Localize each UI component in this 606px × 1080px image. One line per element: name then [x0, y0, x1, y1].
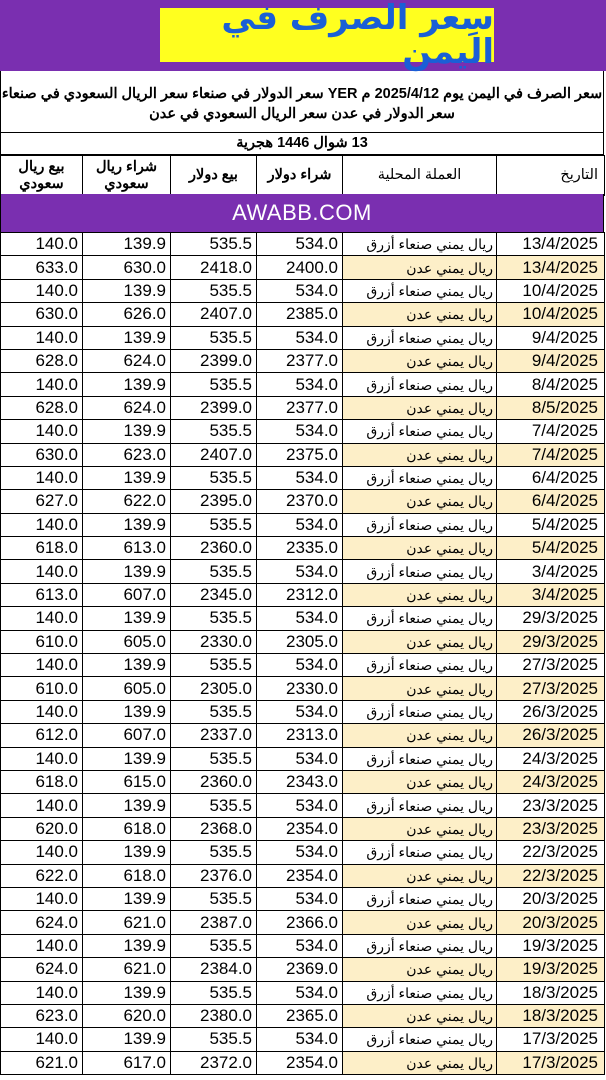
- cell-currency: ريال يمني عدن: [343, 443, 497, 466]
- cell-buy-usd: 534.0: [257, 279, 343, 302]
- table-row: [1, 958, 605, 981]
- cell-sell-sar: 618.0: [1, 770, 83, 793]
- hijri-date: 13 شوال 1446 هجرية: [0, 133, 604, 155]
- cell-sell-usd: 2387.0: [171, 911, 257, 934]
- cell-sell-sar: 633.0: [1, 256, 83, 279]
- cell-buy-usd: 2385.0: [257, 303, 343, 326]
- cell-date: 22/3/2025: [497, 864, 605, 887]
- cell-buy-usd: 534.0: [257, 654, 343, 677]
- cell-sell-usd: 535.5: [171, 747, 257, 770]
- cell-date: 9/4/2025: [497, 349, 605, 372]
- cell-sell-sar: 612.0: [1, 724, 83, 747]
- cell-sell-usd: 2360.0: [171, 770, 257, 793]
- cell-buy-usd: 534.0: [257, 934, 343, 957]
- cell-sell-sar: 628.0: [1, 349, 83, 372]
- table-row: [1, 326, 605, 349]
- cell-sell-usd: 535.5: [171, 607, 257, 630]
- cell-buy-usd: 534.0: [257, 513, 343, 536]
- cell-sell-usd: 535.5: [171, 326, 257, 349]
- cell-sell-sar: 623.0: [1, 1004, 83, 1027]
- cell-sell-usd: 2372.0: [171, 1051, 257, 1074]
- cell-currency: ريال يمني صنعاء أزرق: [343, 607, 497, 630]
- cell-sell-usd: 535.5: [171, 700, 257, 723]
- cell-sell-sar: 140.0: [1, 279, 83, 302]
- cell-buy-sar: 630.0: [83, 256, 171, 279]
- cell-buy-sar: 139.9: [83, 607, 171, 630]
- cell-sell-usd: 535.5: [171, 420, 257, 443]
- cell-sell-sar: 140.0: [1, 700, 83, 723]
- cell-sell-usd: 535.5: [171, 279, 257, 302]
- cell-currency: ريال يمني عدن: [343, 724, 497, 747]
- cell-buy-sar: 139.9: [83, 700, 171, 723]
- table-row: [1, 794, 605, 817]
- table-row: [1, 513, 605, 536]
- column-header-row: [1, 156, 605, 196]
- cell-sell-usd: 535.5: [171, 1028, 257, 1051]
- cell-date: 29/3/2025: [497, 630, 605, 653]
- cell-buy-sar: 607.0: [83, 583, 171, 606]
- cell-sell-sar: 140.0: [1, 373, 83, 396]
- cell-sell-sar: 618.0: [1, 537, 83, 560]
- table-row: [1, 396, 605, 419]
- cell-date: 10/4/2025: [497, 303, 605, 326]
- cell-currency: ريال يمني صنعاء أزرق: [343, 700, 497, 723]
- cell-date: 27/3/2025: [497, 677, 605, 700]
- cell-sell-usd: 2368.0: [171, 817, 257, 840]
- cell-buy-sar: 139.9: [83, 373, 171, 396]
- cell-date: 3/4/2025: [497, 560, 605, 583]
- cell-date: 22/3/2025: [497, 841, 605, 864]
- cell-date: 20/3/2025: [497, 887, 605, 910]
- cell-currency: ريال يمني صنعاء أزرق: [343, 747, 497, 770]
- table-row: [1, 1028, 605, 1051]
- column-header-table: [0, 155, 605, 196]
- cell-buy-sar: 139.9: [83, 466, 171, 489]
- cell-currency: ريال يمني عدن: [343, 677, 497, 700]
- col-buy-usd: شراء دولار: [257, 156, 343, 196]
- rates-body: [1, 233, 605, 1075]
- cell-buy-usd: 534.0: [257, 607, 343, 630]
- cell-buy-usd: 2375.0: [257, 443, 343, 466]
- cell-buy-sar: 139.9: [83, 326, 171, 349]
- cell-date: 17/3/2025: [497, 1051, 605, 1074]
- table-row: [1, 583, 605, 606]
- cell-currency: ريال يمني صنعاء أزرق: [343, 279, 497, 302]
- cell-sell-usd: 2345.0: [171, 583, 257, 606]
- col-currency: العملة المحلية: [343, 156, 497, 196]
- cell-buy-usd: 2354.0: [257, 864, 343, 887]
- cell-sell-usd: 2399.0: [171, 349, 257, 372]
- cell-buy-usd: 534.0: [257, 700, 343, 723]
- cell-buy-sar: 139.9: [83, 279, 171, 302]
- table-row: [1, 630, 605, 653]
- cell-currency: ريال يمني عدن: [343, 583, 497, 606]
- table-row: [1, 1004, 605, 1027]
- cell-buy-usd: 2305.0: [257, 630, 343, 653]
- cell-date: 19/3/2025: [497, 958, 605, 981]
- cell-buy-usd: 534.0: [257, 373, 343, 396]
- cell-buy-sar: 139.9: [83, 420, 171, 443]
- table-row: [1, 233, 605, 256]
- cell-buy-usd: 534.0: [257, 981, 343, 1004]
- cell-buy-sar: 605.0: [83, 630, 171, 653]
- cell-currency: ريال يمني عدن: [343, 911, 497, 934]
- cell-sell-sar: 140.0: [1, 466, 83, 489]
- cell-buy-usd: 2365.0: [257, 1004, 343, 1027]
- cell-buy-usd: 2313.0: [257, 724, 343, 747]
- cell-sell-usd: 2418.0: [171, 256, 257, 279]
- cell-sell-usd: 535.5: [171, 373, 257, 396]
- cell-currency: ريال يمني عدن: [343, 864, 497, 887]
- cell-buy-usd: 2366.0: [257, 911, 343, 934]
- cell-currency: ريال يمني صنعاء أزرق: [343, 420, 497, 443]
- cell-sell-sar: 140.0: [1, 841, 83, 864]
- table-row: [1, 560, 605, 583]
- cell-buy-sar: 617.0: [83, 1051, 171, 1074]
- cell-sell-sar: 622.0: [1, 864, 83, 887]
- cell-currency: ريال يمني صنعاء أزرق: [343, 1028, 497, 1051]
- cell-buy-sar: 139.9: [83, 513, 171, 536]
- cell-sell-usd: 2305.0: [171, 677, 257, 700]
- table-row: [1, 256, 605, 279]
- cell-sell-sar: 630.0: [1, 303, 83, 326]
- cell-date: 9/4/2025: [497, 326, 605, 349]
- cell-sell-sar: 610.0: [1, 677, 83, 700]
- description-line-1: سعر الصرف في اليمن يوم 2025/4/12 م YER سعر الدولار في صنعاء سعر الريال السعودي في صنعاء: [1, 86, 603, 102]
- cell-sell-usd: 535.5: [171, 981, 257, 1004]
- cell-sell-sar: 140.0: [1, 887, 83, 910]
- col-sell-sar: بيع ريال سعودي: [1, 156, 83, 196]
- cell-sell-usd: 535.5: [171, 560, 257, 583]
- cell-buy-sar: 621.0: [83, 911, 171, 934]
- cell-sell-sar: 140.0: [1, 934, 83, 957]
- table-row: [1, 607, 605, 630]
- cell-currency: ريال يمني عدن: [343, 1004, 497, 1027]
- page-title: سِعر الصرف في اليمن: [221, 0, 494, 72]
- cell-buy-usd: 534.0: [257, 420, 343, 443]
- cell-currency: ريال يمني عدن: [343, 1051, 497, 1074]
- table-row: [1, 279, 605, 302]
- cell-buy-sar: 139.9: [83, 1028, 171, 1051]
- cell-sell-sar: 140.0: [1, 233, 83, 256]
- cell-buy-sar: 623.0: [83, 443, 171, 466]
- cell-buy-usd: 2354.0: [257, 1051, 343, 1074]
- cell-buy-sar: 624.0: [83, 396, 171, 419]
- cell-currency: ريال يمني صنعاء أزرق: [343, 466, 497, 489]
- cell-sell-sar: 630.0: [1, 443, 83, 466]
- cell-currency: ريال يمني عدن: [343, 630, 497, 653]
- cell-buy-usd: 2335.0: [257, 537, 343, 560]
- table-row: [1, 817, 605, 840]
- description-line-2: سعر الدولار في عدن سعر الريال السعودي في عدن: [149, 106, 455, 122]
- cell-buy-usd: 534.0: [257, 233, 343, 256]
- cell-sell-usd: 535.5: [171, 466, 257, 489]
- cell-date: 26/3/2025: [497, 724, 605, 747]
- col-buy-sar: شراء ريال سعودي: [83, 156, 171, 196]
- cell-date: 8/5/2025: [497, 396, 605, 419]
- cell-date: 7/4/2025: [497, 420, 605, 443]
- cell-currency: ريال يمني عدن: [343, 303, 497, 326]
- cell-sell-sar: 140.0: [1, 981, 83, 1004]
- cell-currency: ريال يمني صنعاء أزرق: [343, 326, 497, 349]
- cell-date: 10/4/2025: [497, 279, 605, 302]
- table-row: [1, 747, 605, 770]
- cell-buy-sar: 624.0: [83, 349, 171, 372]
- cell-buy-usd: 2343.0: [257, 770, 343, 793]
- cell-date: 19/3/2025: [497, 934, 605, 957]
- cell-date: 6/4/2025: [497, 466, 605, 489]
- cell-buy-usd: 2370.0: [257, 490, 343, 513]
- cell-buy-sar: 139.9: [83, 841, 171, 864]
- cell-date: 24/3/2025: [497, 747, 605, 770]
- cell-date: 26/3/2025: [497, 700, 605, 723]
- table-row: [1, 466, 605, 489]
- cell-sell-sar: 621.0: [1, 1051, 83, 1074]
- cell-sell-sar: 620.0: [1, 817, 83, 840]
- cell-sell-usd: 2360.0: [171, 537, 257, 560]
- cell-buy-sar: 613.0: [83, 537, 171, 560]
- cell-buy-sar: 607.0: [83, 724, 171, 747]
- cell-buy-sar: 618.0: [83, 817, 171, 840]
- cell-buy-sar: 626.0: [83, 303, 171, 326]
- table-row: [1, 490, 605, 513]
- cell-date: 20/3/2025: [497, 911, 605, 934]
- table-row: [1, 420, 605, 443]
- cell-date: 18/3/2025: [497, 1004, 605, 1027]
- table-row: [1, 864, 605, 887]
- cell-date: 8/4/2025: [497, 373, 605, 396]
- cell-sell-usd: 2395.0: [171, 490, 257, 513]
- cell-buy-sar: 139.9: [83, 233, 171, 256]
- cell-sell-sar: 140.0: [1, 326, 83, 349]
- cell-date: 23/3/2025: [497, 794, 605, 817]
- cell-sell-sar: 140.0: [1, 560, 83, 583]
- cell-buy-sar: 139.9: [83, 981, 171, 1004]
- table-row: [1, 841, 605, 864]
- cell-currency: ريال يمني صنعاء أزرق: [343, 654, 497, 677]
- cell-buy-usd: 534.0: [257, 1028, 343, 1051]
- cell-date: 27/3/2025: [497, 654, 605, 677]
- cell-buy-sar: 139.9: [83, 560, 171, 583]
- cell-currency: ريال يمني صنعاء أزرق: [343, 981, 497, 1004]
- cell-buy-usd: 534.0: [257, 841, 343, 864]
- col-date: التاريخ: [497, 156, 605, 196]
- cell-buy-sar: 139.9: [83, 794, 171, 817]
- table-row: [1, 700, 605, 723]
- cell-currency: ريال يمني عدن: [343, 349, 497, 372]
- cell-currency: ريال يمني عدن: [343, 537, 497, 560]
- cell-date: 5/4/2025: [497, 537, 605, 560]
- cell-date: 7/4/2025: [497, 443, 605, 466]
- table-row: [1, 934, 605, 957]
- cell-sell-sar: 140.0: [1, 420, 83, 443]
- table-row: [1, 443, 605, 466]
- cell-currency: ريال يمني صنعاء أزرق: [343, 887, 497, 910]
- table-row: [1, 677, 605, 700]
- cell-buy-usd: 534.0: [257, 560, 343, 583]
- title-banner: [0, 0, 606, 71]
- cell-buy-sar: 139.9: [83, 887, 171, 910]
- cell-date: 17/3/2025: [497, 1028, 605, 1051]
- cell-buy-usd: 2330.0: [257, 677, 343, 700]
- table-row: [1, 887, 605, 910]
- cell-sell-sar: 627.0: [1, 490, 83, 513]
- cell-buy-usd: 534.0: [257, 747, 343, 770]
- cell-sell-usd: 535.5: [171, 233, 257, 256]
- table-row: [1, 349, 605, 372]
- cell-sell-sar: 140.0: [1, 513, 83, 536]
- cell-buy-sar: 618.0: [83, 864, 171, 887]
- cell-sell-usd: 2407.0: [171, 303, 257, 326]
- cell-buy-usd: 2377.0: [257, 396, 343, 419]
- cell-buy-sar: 139.9: [83, 934, 171, 957]
- cell-currency: ريال يمني عدن: [343, 490, 497, 513]
- cell-buy-usd: 2312.0: [257, 583, 343, 606]
- cell-date: 13/4/2025: [497, 233, 605, 256]
- cell-sell-usd: 2330.0: [171, 630, 257, 653]
- cell-buy-usd: 2400.0: [257, 256, 343, 279]
- cell-sell-usd: 535.5: [171, 794, 257, 817]
- table-row: [1, 981, 605, 1004]
- description-box: [0, 71, 604, 133]
- table-row: [1, 911, 605, 934]
- cell-sell-usd: 2399.0: [171, 396, 257, 419]
- cell-sell-usd: 535.5: [171, 887, 257, 910]
- col-sell-usd: بيع دولار: [171, 156, 257, 196]
- cell-buy-sar: 615.0: [83, 770, 171, 793]
- cell-buy-usd: 534.0: [257, 466, 343, 489]
- cell-sell-usd: 2376.0: [171, 864, 257, 887]
- cell-currency: ريال يمني عدن: [343, 770, 497, 793]
- cell-buy-sar: 605.0: [83, 677, 171, 700]
- cell-sell-sar: 140.0: [1, 747, 83, 770]
- cell-buy-usd: 2369.0: [257, 958, 343, 981]
- cell-currency: ريال يمني عدن: [343, 817, 497, 840]
- cell-currency: ريال يمني صنعاء أزرق: [343, 794, 497, 817]
- cell-sell-sar: 140.0: [1, 1028, 83, 1051]
- cell-buy-sar: 620.0: [83, 1004, 171, 1027]
- cell-sell-usd: 535.5: [171, 654, 257, 677]
- cell-buy-sar: 622.0: [83, 490, 171, 513]
- cell-sell-usd: 535.5: [171, 841, 257, 864]
- cell-date: 24/3/2025: [497, 770, 605, 793]
- cell-sell-sar: 624.0: [1, 958, 83, 981]
- cell-currency: ريال يمني صنعاء أزرق: [343, 934, 497, 957]
- cell-buy-usd: 2354.0: [257, 817, 343, 840]
- cell-sell-sar: 140.0: [1, 607, 83, 630]
- cell-date: 29/3/2025: [497, 607, 605, 630]
- table-row: [1, 654, 605, 677]
- cell-date: 5/4/2025: [497, 513, 605, 536]
- cell-sell-sar: 624.0: [1, 911, 83, 934]
- cell-date: 6/4/2025: [497, 490, 605, 513]
- cell-currency: ريال يمني صنعاء أزرق: [343, 513, 497, 536]
- table-row: [1, 1051, 605, 1074]
- table-row: [1, 303, 605, 326]
- cell-sell-sar: 628.0: [1, 396, 83, 419]
- cell-buy-sar: 139.9: [83, 654, 171, 677]
- cell-sell-sar: 140.0: [1, 654, 83, 677]
- cell-sell-sar: 613.0: [1, 583, 83, 606]
- table-row: [1, 770, 605, 793]
- cell-buy-usd: 2377.0: [257, 349, 343, 372]
- cell-currency: ريال يمني صنعاء أزرق: [343, 233, 497, 256]
- cell-sell-sar: 140.0: [1, 794, 83, 817]
- cell-buy-usd: 534.0: [257, 887, 343, 910]
- cell-date: 13/4/2025: [497, 256, 605, 279]
- cell-buy-sar: 139.9: [83, 747, 171, 770]
- cell-sell-sar: 610.0: [1, 630, 83, 653]
- cell-date: 18/3/2025: [497, 981, 605, 1004]
- cell-sell-usd: 2380.0: [171, 1004, 257, 1027]
- cell-currency: ريال يمني صنعاء أزرق: [343, 560, 497, 583]
- cell-sell-usd: 2384.0: [171, 958, 257, 981]
- cell-sell-usd: 2407.0: [171, 443, 257, 466]
- cell-currency: ريال يمني عدن: [343, 396, 497, 419]
- table-row: [1, 373, 605, 396]
- cell-sell-usd: 2337.0: [171, 724, 257, 747]
- cell-sell-usd: 535.5: [171, 934, 257, 957]
- brand-bar: AWABB.COM: [0, 194, 604, 232]
- cell-currency: ريال يمني عدن: [343, 958, 497, 981]
- cell-sell-usd: 535.5: [171, 513, 257, 536]
- cell-currency: ريال يمني صنعاء أزرق: [343, 841, 497, 864]
- table-row: [1, 724, 605, 747]
- cell-date: 3/4/2025: [497, 583, 605, 606]
- title-box: [160, 0, 494, 72]
- rates-table: [0, 232, 605, 1075]
- table-row: [1, 537, 605, 560]
- cell-buy-sar: 621.0: [83, 958, 171, 981]
- cell-currency: ريال يمني عدن: [343, 256, 497, 279]
- cell-date: 23/3/2025: [497, 817, 605, 840]
- cell-buy-usd: 534.0: [257, 326, 343, 349]
- cell-buy-usd: 534.0: [257, 794, 343, 817]
- cell-currency: ريال يمني صنعاء أزرق: [343, 373, 497, 396]
